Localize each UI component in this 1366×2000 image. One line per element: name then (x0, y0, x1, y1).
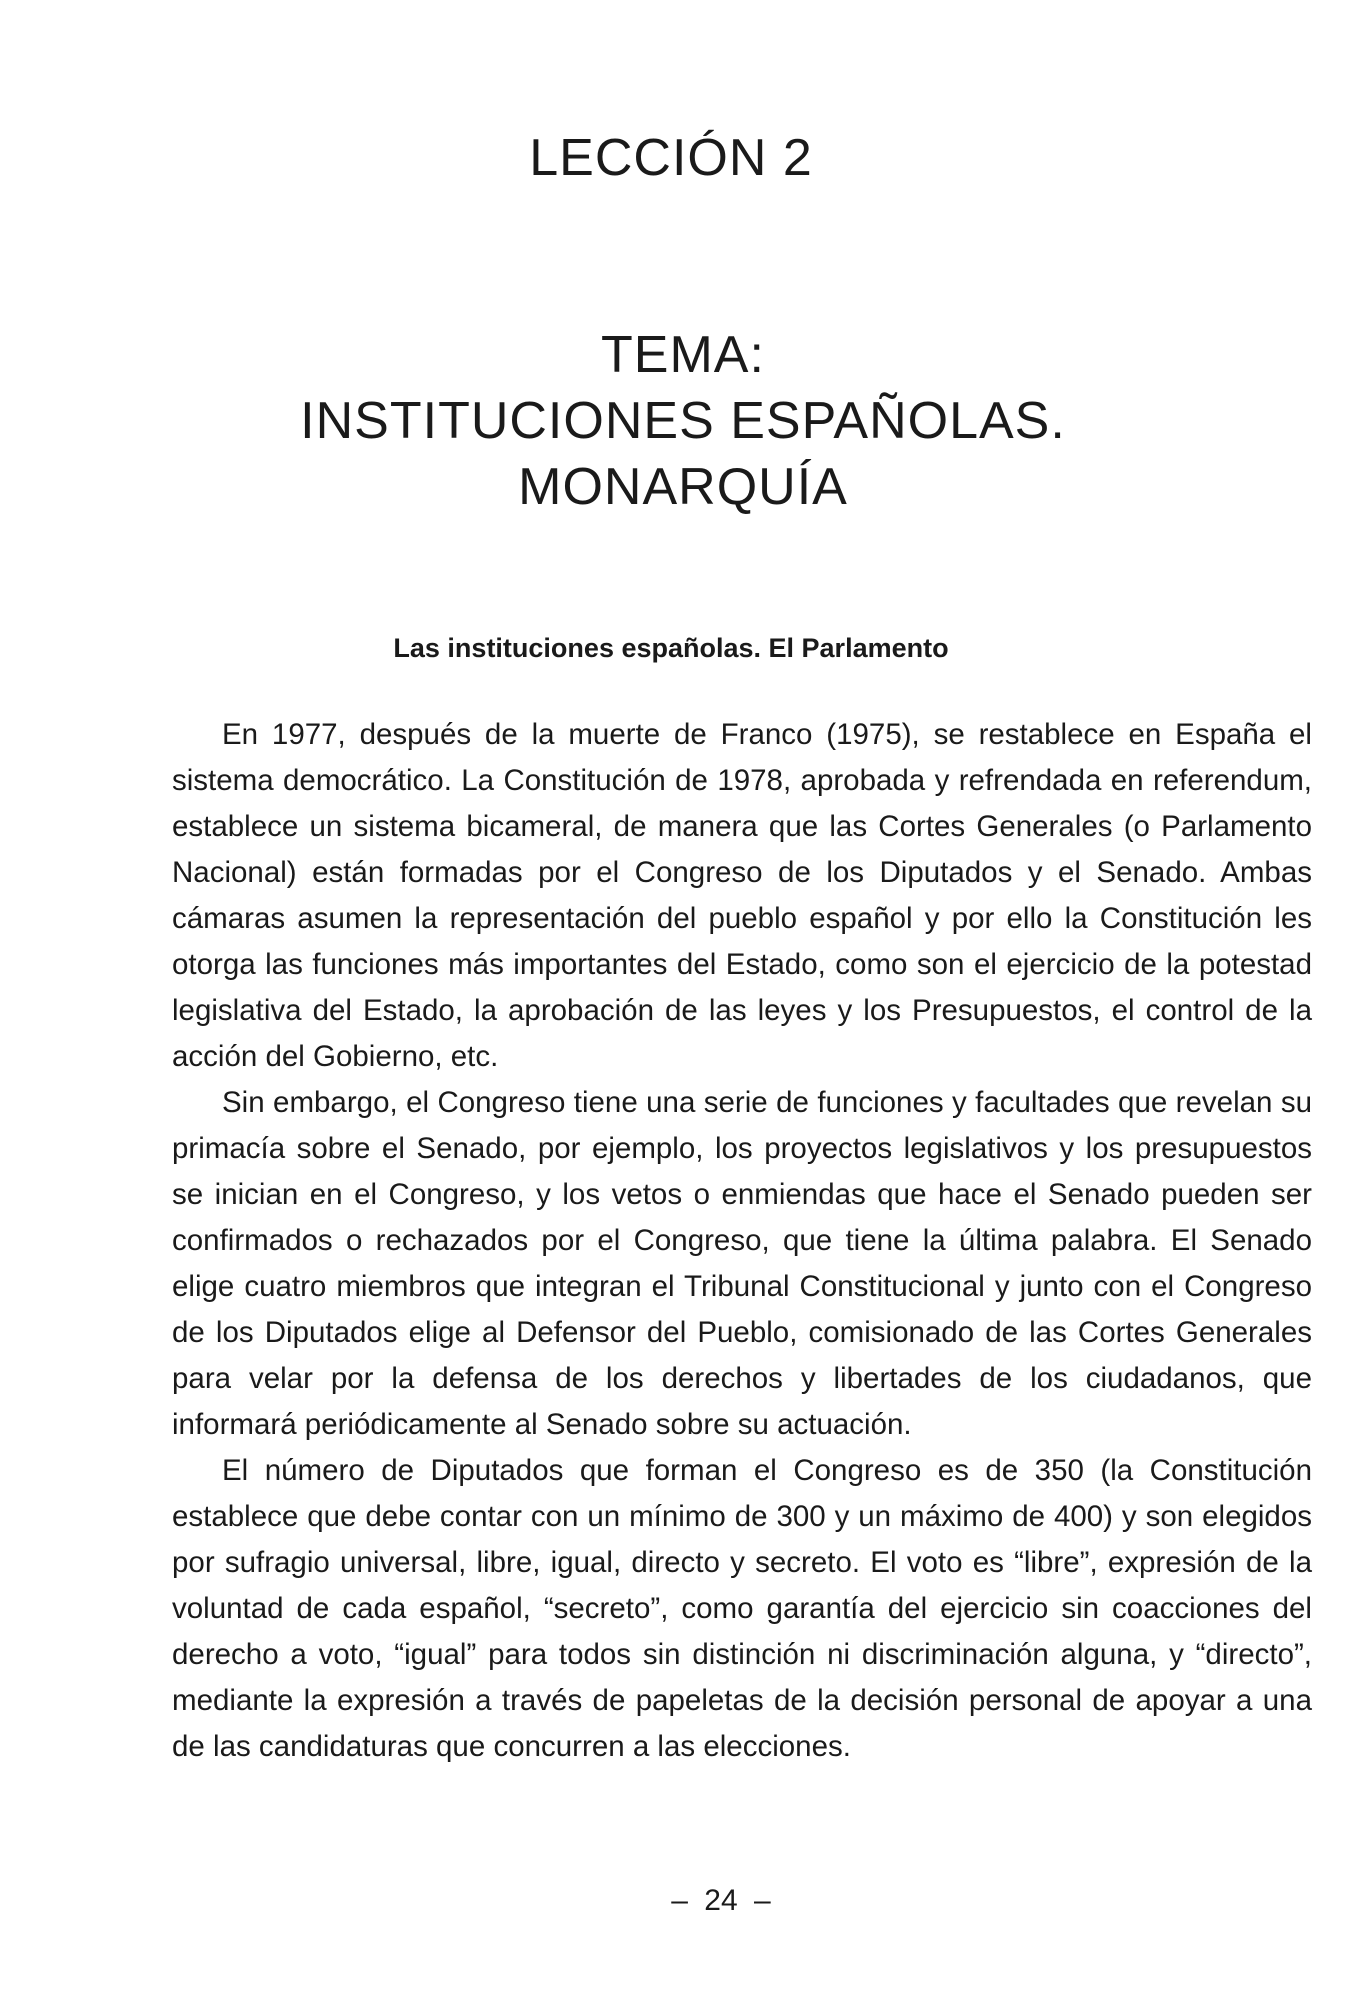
page-number: – 24 – (671, 1884, 771, 1917)
paragraph: En 1977, después de la muerte de Franco (1975), se restablece en España el sistema democrático. La Constitución de 1978, aprobada y refrendada en referendum, establece un sistema bicameral, de manera que las Cortes Generales (o Parlamento Nacional) están formadas por el Congreso de los Diputados y el Senado. Ambas cámaras asumen la representación del pueblo español y por ello la Constitución les otorga las funciones más importantes del Estado, como son el ejercicio de la potestad legislativa del Estado, la aprobación de las leyes y los Presupuestos, el control de la acción del Gobierno, etc. (172, 718, 1312, 1073)
lesson-title: LECCIÓN 2 (529, 129, 813, 187)
topic-label: TEMA: (601, 326, 765, 384)
topic-title: INSTITUCIONES ESPAÑOLAS. (300, 392, 1066, 450)
paragraph: El número de Diputados que forman el Congreso es de 350 (la Constitución establece que debe contar con un mínimo de 300 y un máximo de 400) y son elegidos por sufragio universal, libre, igual, directo y secreto. El voto es “libre”, expresión de la voluntad de cada español, “secreto”, como garantía del ejercicio sin coacciones del derecho a voto, “igual” para todos sin distinción ni discriminación alguna, y “directo”, mediante la expresión a través de papeletas de la decisión personal de apoyar a una de las candidaturas que concurren a las elecciones. (172, 1454, 1312, 1763)
topic-heading (0, 322, 1366, 520)
body-text (172, 712, 1312, 1770)
paragraph: Sin embargo, el Congreso tiene una serie de funciones y facultades que revelan su primacía sobre el Senado, por ejemplo, los proyectos legislativos y los presupuestos se inician en el Congreso, y los vetos o enmiendas que hace el Senado pueden ser confirmados o rechazados por el Congreso, que tiene la última palabra. El Senado elige cuatro miembros que integran el Tribunal Constitucional y junto con el Congreso de los Diputados elige al Defensor del Pueblo, comisionado de las Cortes Generales para velar por la defensa de los derechos y libertades de los ciudadanos, que informará periódicamente al Senado sobre su actuación. (172, 1086, 1312, 1441)
topic-subtitle: MONARQUÍA (518, 458, 848, 516)
section-title: Las instituciones españolas. El Parlamento (393, 633, 949, 663)
